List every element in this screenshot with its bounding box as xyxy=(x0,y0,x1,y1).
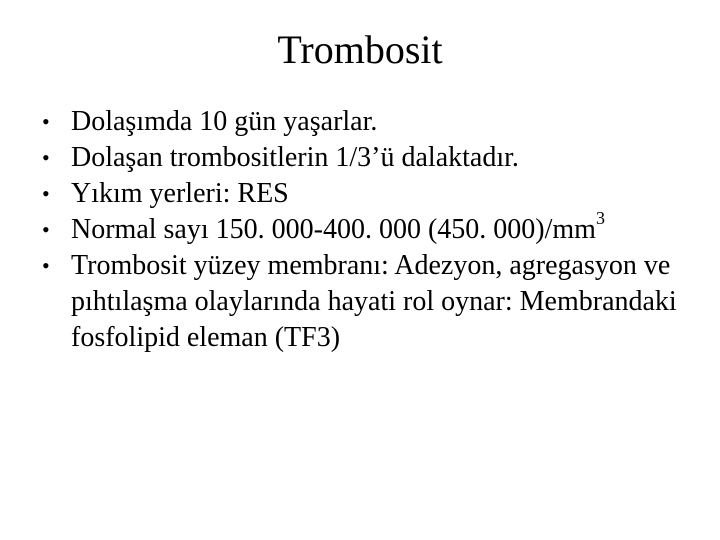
bullet-icon: • xyxy=(42,109,50,134)
bullet-text: Dolaşan trombositlerin 1/3’ü dalaktadır. xyxy=(71,142,519,173)
bullet-text: Trombosit yüzey membranı: Adezyon, agregasyon ve pıhtılaşma olaylarında hayati rol oynar: Membrandaki fosfolipid eleman (TF3) xyxy=(71,250,677,353)
bullet-item-5 xyxy=(40,248,700,356)
bullet-icon: • xyxy=(42,253,50,278)
bullet-text: Dolaşımda 10 gün yaşarlar. xyxy=(71,106,378,137)
bullet-item-1 xyxy=(40,104,700,140)
bullet-icon: • xyxy=(42,217,50,242)
bullet-item-3 xyxy=(40,176,700,212)
bullet-item-4 xyxy=(40,207,700,248)
superscript: 3 xyxy=(595,207,605,228)
bullet-text-with-superscript xyxy=(71,207,700,248)
bullet-icon: • xyxy=(42,145,50,170)
slide-title: Trombosit xyxy=(277,27,443,72)
bullet-text-main: Normal sayı 150. 000-400. 000 (450. 000)/mm xyxy=(71,214,596,245)
bullet-item-2 xyxy=(40,140,700,176)
bullet-list xyxy=(40,104,700,356)
bullet-text: Yıkım yerleri: RES xyxy=(71,178,289,209)
bullet-icon: • xyxy=(42,181,50,206)
